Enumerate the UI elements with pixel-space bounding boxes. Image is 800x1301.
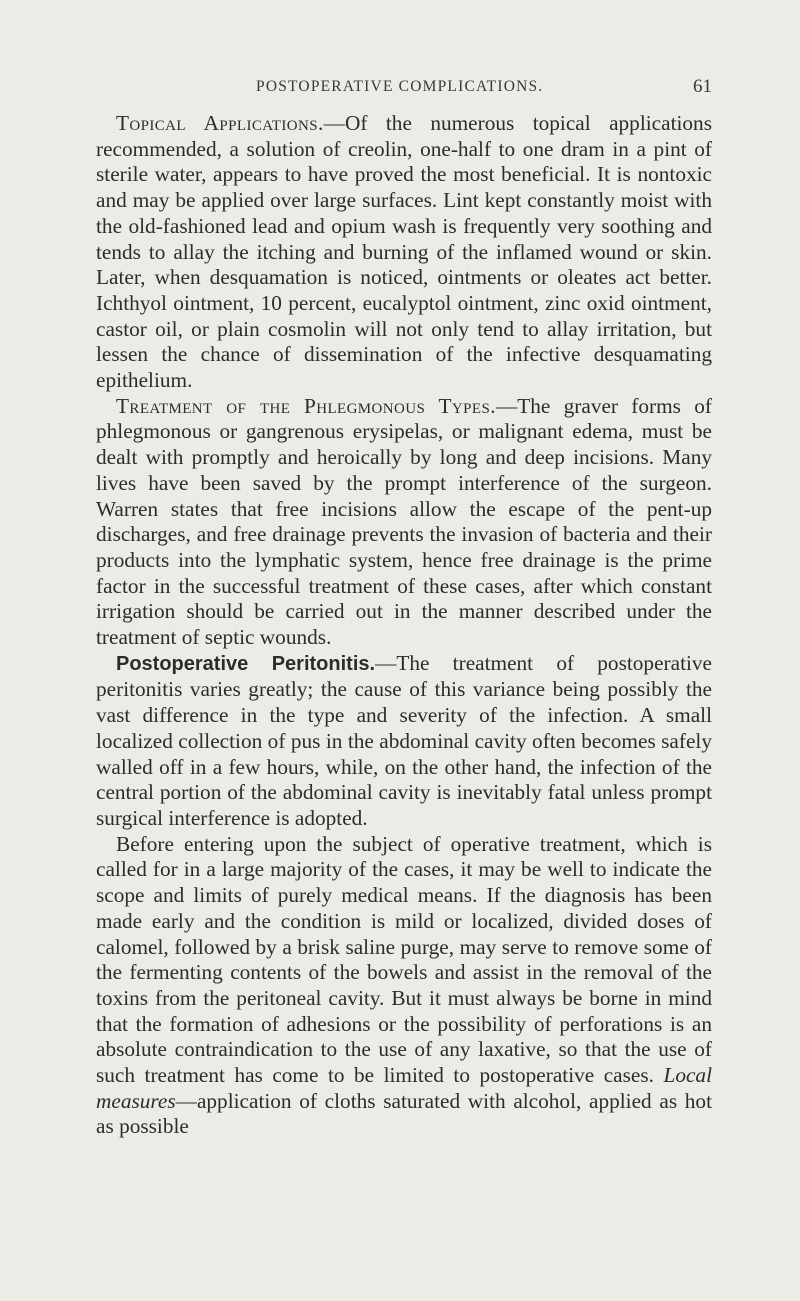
section-heading-postoperative-peritonitis: Postoperative Peritonitis. [116,652,376,675]
section-heading-phlegmonous-types: Treatment of the Phlegmonous Types. [116,393,496,418]
paragraph-text: Before entering upon the subject of operative treatment, which is called for in a large majority of the cases, it may be well to indicate the scope and limits of purely medical means. If the diagnosis has been made early and the condition is mild or localized, divided doses of calomel, followed by a brisk saline purge, may serve to remove some of the fermenting contents of the bowels and assist in the removal of the toxins from the peritoneal cavity. But it must always be borne in mind that the formation of adhesions or the possibility of perforations is an absolute contraindication to the use of any laxative, so that the use of such treatment has come to be limited to postoperative cases. [96,831,712,1088]
running-title: POSTOPERATIVE COMPLICATIONS. [256,78,544,95]
paragraph-text: —The treatment of postoperative peritonitis varies greatly; the cause of this variance being possibly the vast difference in the type and severity of the infection. A small localized collection of pus in the abdominal cavity often becomes safely walled off in a few hours, while, on the other hand, the infection of the central portion of the abdominal cavity is inevitably fatal unless prompt surgical interference is adopted. [96,650,712,830]
paragraph-operative-treatment [96,832,712,1140]
paragraph-text: —Of the numerous topical applications recommended, a solution of creolin, one-half to one dram in a pint of sterile water, appears to have proved the most beneficial. It is nontoxic and may be applied over large surfaces. Lint kept constantly moist with the old-fashioned lead and opium wash is frequently very soothing and tends to allay the itching and burning of the inflamed wound or skin. Later, when desquamation is noticed, ointments or oleates act better. Ichthyol ointment, 10 percent, eucalyptol ointment, zinc oxid ointment, castor oil, or plain cosmolin will not only tend to allay irritation, but lessen the chance of dissemination of the infective desquamating epithelium. [96,111,712,393]
running-head [96,78,712,102]
paragraph-text: —The graver forms of phlegmonous or gangrenous erysipelas, or malignant edema, must be dealt with promptly and heroically by long and deep incisions. Many lives have been saved by the prompt interference of the surgeon. Warren states that free incisions allow the escape of the pent-up discharges, and free drainage prevents the invasion of bacteria and their products into the lymphatic system, hence free drainage is the prime factor in the successful treatment of these cases, after which constant irrigation should be carried out in the manner described under the treatment of septic wounds. [96,393,712,650]
paragraph-phlegmonous-types [96,394,712,651]
body-text [96,111,712,1140]
italic-lead-local-measures: Local measures [96,1063,712,1113]
paragraph-text-continued: —application of cloths saturated with alcohol, applied as hot as possible [96,1088,712,1139]
paragraph-topical-applications [96,111,712,394]
paragraph-postoperative-peritonitis [96,651,712,832]
section-heading-topical-applications: Topical Applications. [116,111,324,135]
page-number: 61 [693,76,712,97]
